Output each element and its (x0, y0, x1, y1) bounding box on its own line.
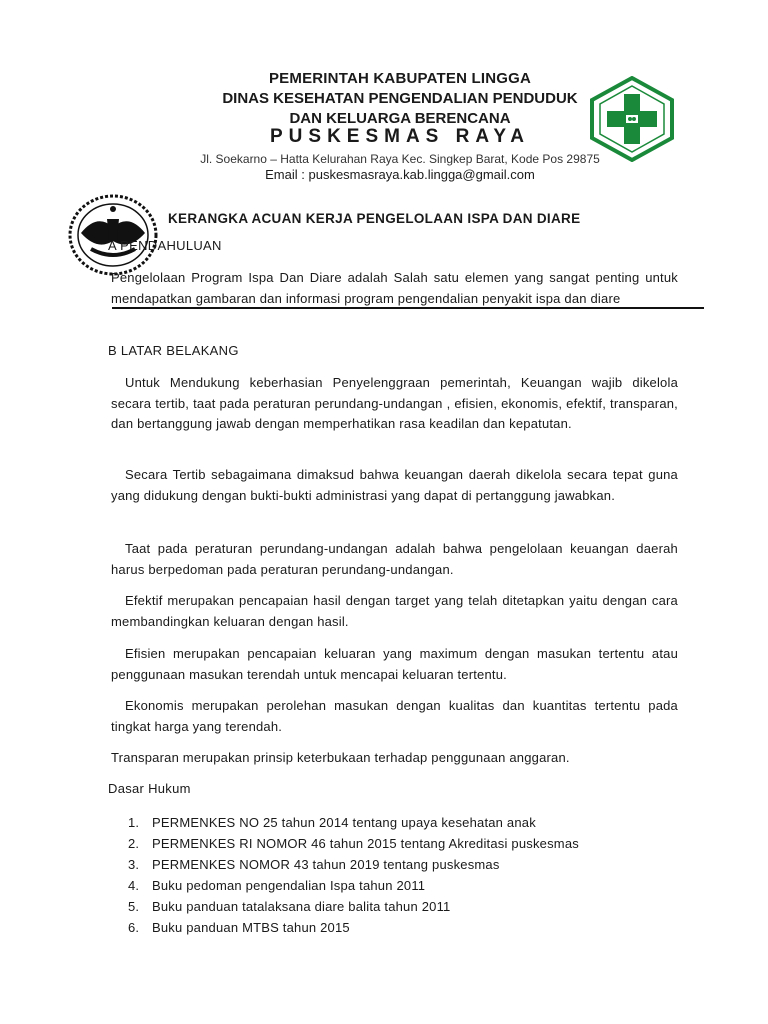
document-title: KERANGKA ACUAN KERJA PENGELOLAAN ISPA DAN DIARE (168, 211, 581, 226)
list-item: 4. Buku pedoman pengendalian Ispa tahun 2011 (128, 878, 426, 893)
header-divider (112, 307, 704, 309)
paragraph: Taat pada peraturan perundang-undangan adalah bahwa pengelolaan keuangan daerah harus berpedoman pada peraturan perundang-undangan. (111, 541, 678, 577)
kabupaten-emblem-icon (67, 193, 159, 277)
list-item: 5. Buku panduan tatalaksana diare balita tahun 2011 (128, 899, 451, 914)
list-item: 6. Buku panduan MTBS tahun 2015 (128, 920, 350, 935)
section-b-heading: B LATAR BELAKANG (108, 343, 239, 358)
paragraph: Efisien merupakan pencapaian keluaran yang maximum dengan masukan tertentu atau penggunaan masukan terendah untuk mencapai keluaran tertentu. (111, 646, 678, 682)
paragraph: Efektif merupakan pencapaian hasil dengan target yang telah ditetapkan yaitu dengan cara membandingkan keluaran dengan hasil. (111, 593, 678, 629)
dasar-hukum-heading: Dasar Hukum (108, 781, 191, 796)
list-item: 3. PERMENKES NOMOR 43 tahun 2019 tentang puskesmas (128, 857, 500, 872)
paragraph: Transparan merupakan prinsip keterbukaan terhadap penggunaan anggaran. (111, 750, 570, 765)
header-email: Email : puskesmasraya.kab.lingga@gmail.com (265, 167, 535, 182)
list-item: 2. PERMENKES RI NOMOR 46 tahun 2015 tentang Akreditasi puskesmas (128, 836, 579, 851)
dasar-hukum-list (128, 812, 579, 938)
header-puskesmas-name: PUSKESMAS RAYA (270, 126, 530, 147)
paragraph: Ekonomis merupakan perolehan masukan dengan kualitas dan kuantitas tertentu pada tingkat harga yang terendah. (111, 698, 678, 734)
paragraph: Secara Tertib sebagaimana dimaksud bahwa keuangan daerah dikelola secara tepat guna yang didukung dengan bukti-bukti administrasi yang dapat di pertanggung jawabkan. (111, 467, 678, 503)
header-agency-cont: DAN KELUARGA BERENCANA (289, 110, 511, 127)
header-government: PEMERINTAH KABUPATEN LINGGA (268, 70, 532, 87)
section-a-heading: A PENDAHULUAN (108, 238, 222, 253)
header-address: Jl. Soekarno – Hatta Kelurahan Raya Kec. Singkep Barat, Kode Pos 29875 (200, 152, 600, 166)
section-a-text: Pengelolaan Program Ispa Dan Diare adalah Salah satu elemen yang sangat penting untuk mendapatkan gambaran dan informasi program pengendalian penyakit ispa dan diare (111, 270, 678, 306)
header-agency: DINAS KESEHATAN PENGENDALIAN PENDUDUK (222, 90, 578, 107)
paragraph: Untuk Mendukung keberhasian Penyelenggraan pemerintah, Keuangan wajib dikelola secara tertib, taat pada peraturan perundang-undangan , efisien, ekonomis, efektif, transparan, dan bertanggung jawab dengan memperhatikan rasa keadilan dan kepatutan. (111, 375, 678, 431)
list-item: 1. PERMENKES NO 25 tahun 2014 tentang upaya kesehatan anak (128, 815, 536, 830)
